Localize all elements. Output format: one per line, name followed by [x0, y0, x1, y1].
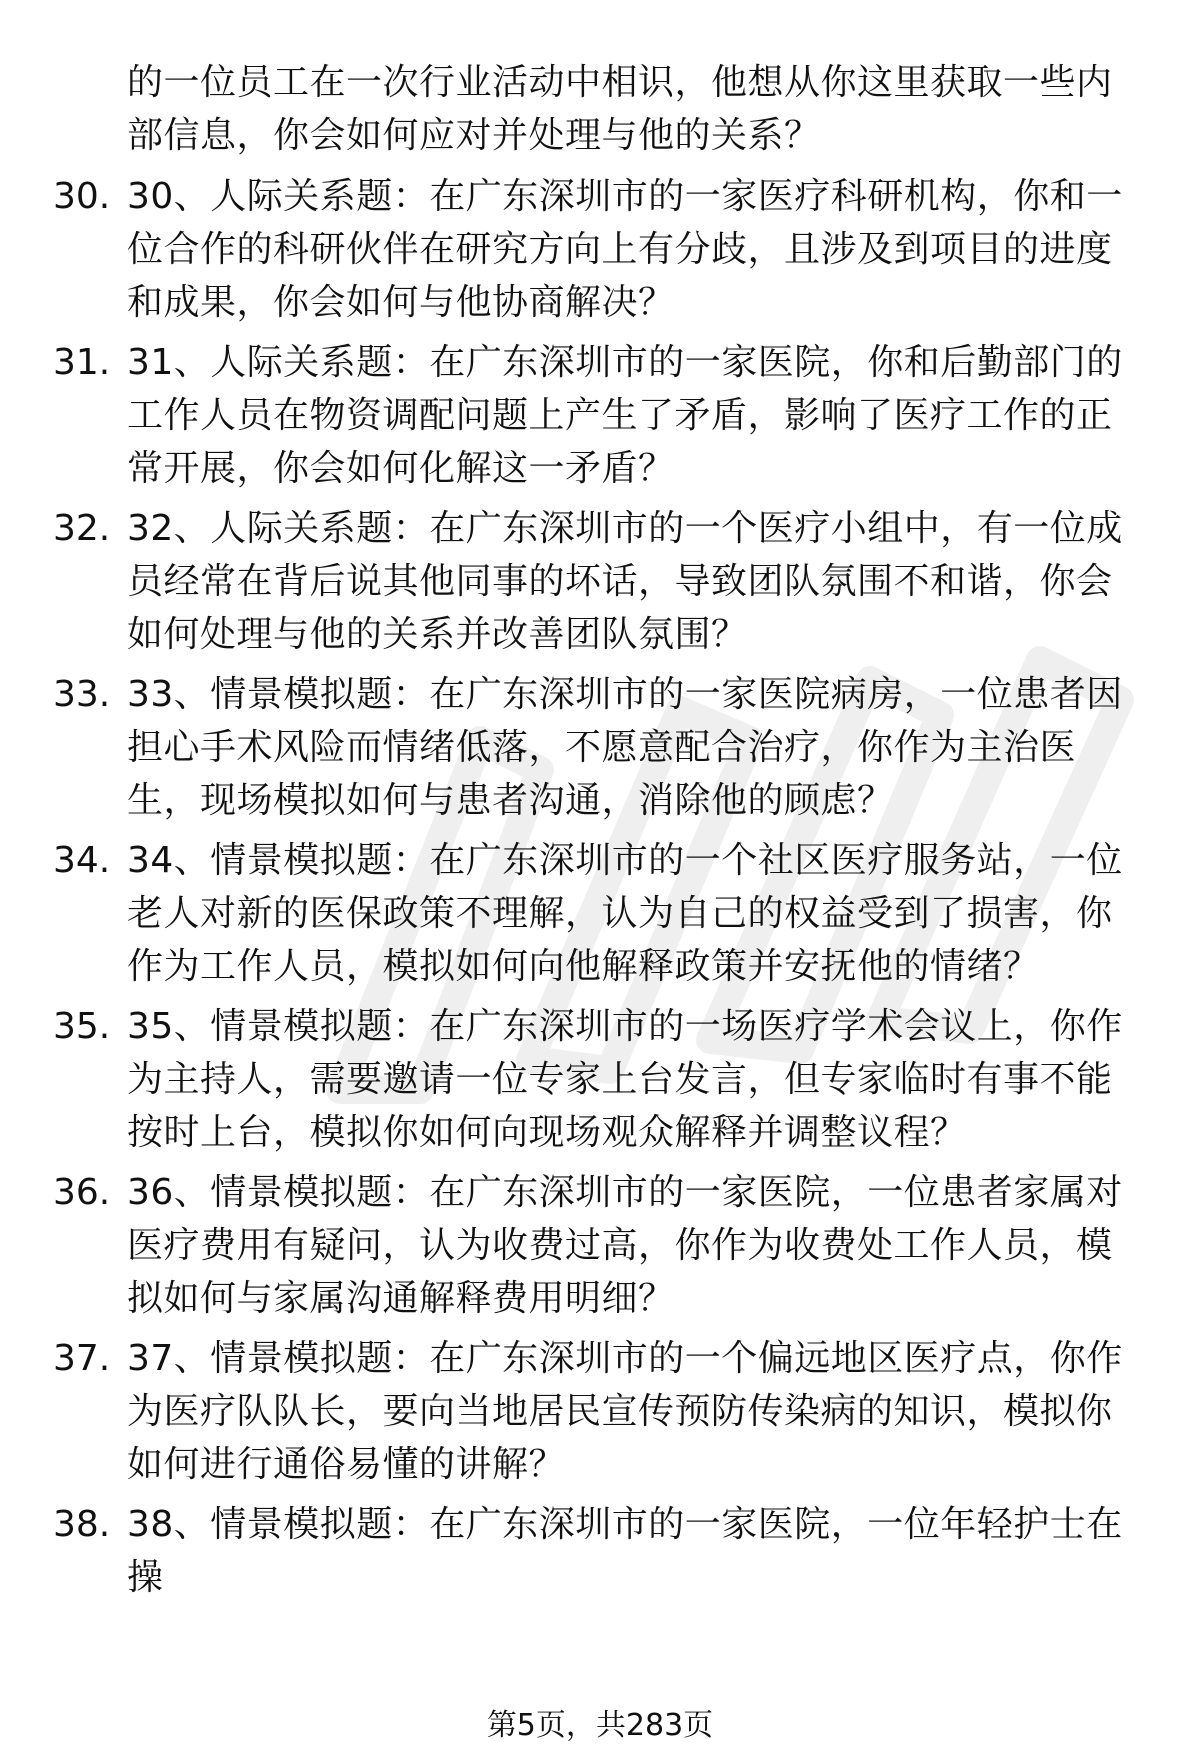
- question-number: 32.: [53, 508, 111, 549]
- question-text: 34、情景模拟题：在广东深圳市的一个社区医疗服务站，一位老人对新的医保政策不理解，认为自己的权益受到了损害，你作为工作人员，模拟如何向他解释政策并安抚他的情绪？: [127, 840, 1123, 987]
- question-text: 33、情景模拟题：在广东深圳市的一家医院病房，一位患者因担心手术风险而情绪低落，不愿意配合治疗，你作为主治医生，现场模拟如何与患者沟通，消除他的顾虑？: [127, 674, 1123, 821]
- question-number: 38.: [53, 1504, 111, 1545]
- page-footer: 第5页，共283页: [486, 1708, 714, 1743]
- question-number: 36.: [53, 1172, 111, 1213]
- question-number: 33.: [53, 674, 111, 715]
- question-text: 37、情景模拟题：在广东深圳市的一个偏远地区医疗点，你作为医疗队队长，要向当地居民宣传预防传染病的知识，模拟你如何进行通俗易懂的讲解？: [127, 1338, 1123, 1485]
- question-text: 38、情景模拟题：在广东深圳市的一家医院，一位年轻护士在操: [127, 1504, 1123, 1598]
- question-number: 35.: [53, 1006, 111, 1047]
- question-continuation-text: 的一位员工在一次行业活动中相识，他想从你这里获取一些内部信息，你会如何应对并处理与他的关系？: [127, 62, 1113, 156]
- question-text: 36、情景模拟题：在广东深圳市的一家医院，一位患者家属对医疗费用有疑问，认为收费过高，你作为收费处工作人员，模拟如何与家属沟通解释费用明细？: [127, 1172, 1123, 1319]
- question-number: 34.: [53, 840, 111, 881]
- question-number: 37.: [53, 1338, 111, 1379]
- question-text: 35、情景模拟题：在广东深圳市的一场医疗学术会议上，你作为主持人，需要邀请一位专家上台发言，但专家临时有事不能按时上台，模拟你如何向现场观众解释并调整议程？: [127, 1006, 1123, 1153]
- question-text: 32、人际关系题：在广东深圳市的一个医疗小组中，有一位成员经常在背后说其他同事的坏话，导致团队氛围不和谐，你会如何处理与他的关系并改善团队氛围？: [127, 508, 1123, 655]
- question-number: 31.: [53, 342, 111, 383]
- question-number: 30.: [53, 176, 111, 217]
- question-text: 31、人际关系题：在广东深圳市的一家医院，你和后勤部门的工作人员在物资调配问题上产生了矛盾，影响了医疗工作的正常开展，你会如何化解这一矛盾？: [127, 342, 1123, 489]
- question-text: 30、人际关系题：在广东深圳市的一家医疗科研机构，你和一位合作的科研伙伴在研究方向上有分歧，且涉及到项目的进度和成果，你会如何与他协商解决？: [127, 176, 1123, 323]
